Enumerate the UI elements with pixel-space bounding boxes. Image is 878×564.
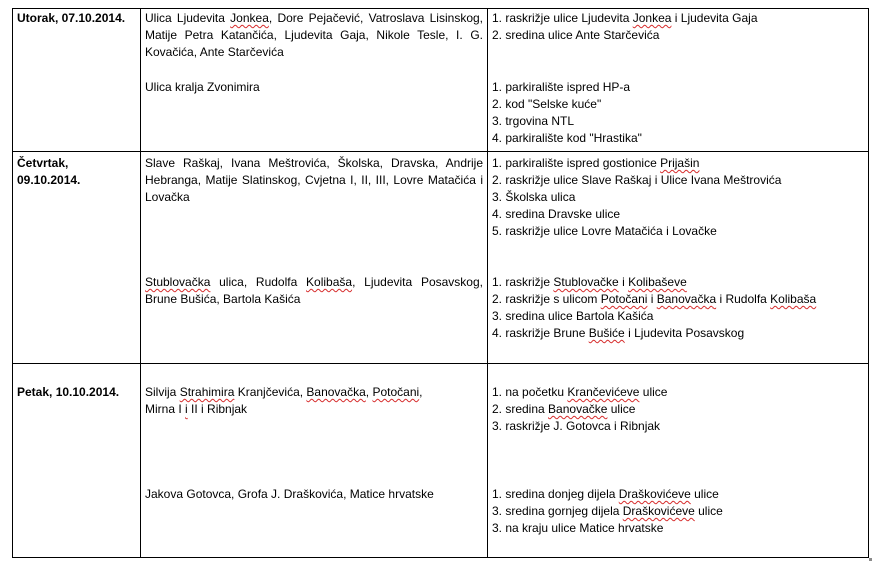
- location-item: 3. Školska ulica: [492, 190, 576, 204]
- misspelled-word: i: [185, 402, 188, 416]
- location-item: 1. raskrižje Stublovačke i Kolibaševe: [492, 275, 687, 289]
- misspelled-word: Strahimira: [179, 385, 235, 399]
- location-item: 3. sredina ulice Bartola Kašića: [492, 309, 654, 323]
- location-item: 1. parkiralište ispred HP-a: [492, 80, 631, 94]
- column-divider-1: [140, 8, 141, 558]
- location-item: 2. kod "Selske kuće": [492, 97, 602, 111]
- misspelled-word: Prijašin: [660, 156, 700, 170]
- misspelled-word: Potočani: [600, 292, 648, 306]
- day-date-text: Četvrtak,: [17, 156, 69, 170]
- column-divider-2: [487, 8, 488, 558]
- misspelled-word: Kolibaševe: [628, 275, 687, 289]
- misspelled-word: Potočani: [372, 385, 420, 399]
- table-border-left: [12, 8, 13, 558]
- misspelled-word: Banovačke: [548, 402, 608, 416]
- location-item: 1. parkiralište ispred gostionice Prijašin: [492, 156, 700, 170]
- day-date-text: Utorak, 07.10.2014.: [17, 11, 126, 25]
- location-item: 1. na početku Krančevićeve ulice: [492, 385, 668, 399]
- day-date-cell: [17, 10, 125, 27]
- day-date-cell: [17, 172, 80, 189]
- misspelled-word: Krančevićeve: [567, 385, 640, 399]
- misspelled-word: Bušiće: [588, 326, 625, 340]
- streets-text: Silvija Strahimira Kranjčevića, Banovačka, Potočani,: [145, 385, 423, 399]
- streets-text: Ulica kralja Zvonimira: [145, 80, 260, 94]
- location-item: 5. raskrižje ulice Lovre Matačića i Lovačke: [492, 224, 717, 238]
- streets-text: Mirna I i II i Ribnjak: [145, 402, 248, 416]
- location-item: 3. trgovina NTL: [492, 114, 575, 128]
- misspelled-word: Kolibaša: [770, 292, 817, 306]
- day-date-cell: [17, 384, 119, 401]
- location-item: 2. sredina ulice Ante Starčevića: [492, 28, 660, 42]
- misspelled-word: Stublovačke: [553, 275, 619, 289]
- day-date-text: 09.10.2014.: [17, 173, 81, 187]
- location-item: 3. sredina gornjeg dijela Draškovićeve ulice: [492, 504, 723, 518]
- misspelled-word: Jonkea: [632, 11, 672, 25]
- misspelled-word: Jonkea: [230, 11, 269, 25]
- misspelled-word: Draškovićeve: [622, 504, 695, 518]
- location-item: 2. raskrižje ulice Slave Raškaj i Ulice Ivana Meštrovića: [492, 173, 782, 187]
- location-item: 3. na kraju ulice Matice hrvatske: [492, 521, 664, 535]
- location-item: 3. raskrižje J. Gotovca i Ribnjak: [492, 419, 661, 433]
- table-border-right: [868, 8, 869, 558]
- location-item: 1. sredina donjeg dijela Draškovićeve ulice: [492, 487, 719, 501]
- misspelled-word: Draškovićeve: [618, 487, 691, 501]
- location-item: 4. raskrižje Brune Bušiće i Ljudevita Posavskog: [492, 326, 745, 340]
- location-item: 2. sredina Banovačke ulice: [492, 402, 636, 416]
- location-item: 1. raskrižje ulice Ljudevita Jonkea i Ljudevita Gaja: [492, 11, 758, 25]
- end-of-table-marker: [869, 558, 872, 561]
- misspelled-word: Banovačka: [306, 385, 366, 399]
- day-date-cell: [17, 155, 68, 172]
- day-date-text: Petak, 10.10.2014.: [17, 385, 120, 399]
- misspelled-word: Stublovačka: [145, 275, 211, 289]
- location-item: 4. parkiralište kod "Hrastika": [492, 131, 642, 145]
- streets-text: Jakova Gotovca, Grofa J. Draškovića, Matice hrvatske: [145, 487, 434, 501]
- location-item: 4. sredina Dravske ulice: [492, 207, 621, 221]
- misspelled-word: Banovačka: [656, 292, 717, 306]
- misspelled-word: Kolibaša: [306, 275, 353, 289]
- streets-text: Stublovačka ulica, Rudolfa Kolibaša, Ljudevita Posavskog, Brune Bušića, Bartola Kašića: [145, 275, 483, 306]
- location-item: 2. raskrižje s ulicom Potočani i Banovačka i Rudolfa Kolibaša: [492, 292, 817, 306]
- streets-text: Ulica Ljudevita Jonkea, Dore Pejačević, Vatroslava Lisinskog, Matije Petra Katančića, Ljudevita Gaja, Nikole Tesle, I. G. Kovačića, Ante Starčevića: [145, 11, 483, 59]
- streets-text: Slave Raškaj, Ivana Meštrovića, Školska, Dravska, Andrije Hebranga, Matije Slatinskog, Cvjetna I, II, III, Lovre Matačića i Lovačka: [145, 156, 483, 204]
